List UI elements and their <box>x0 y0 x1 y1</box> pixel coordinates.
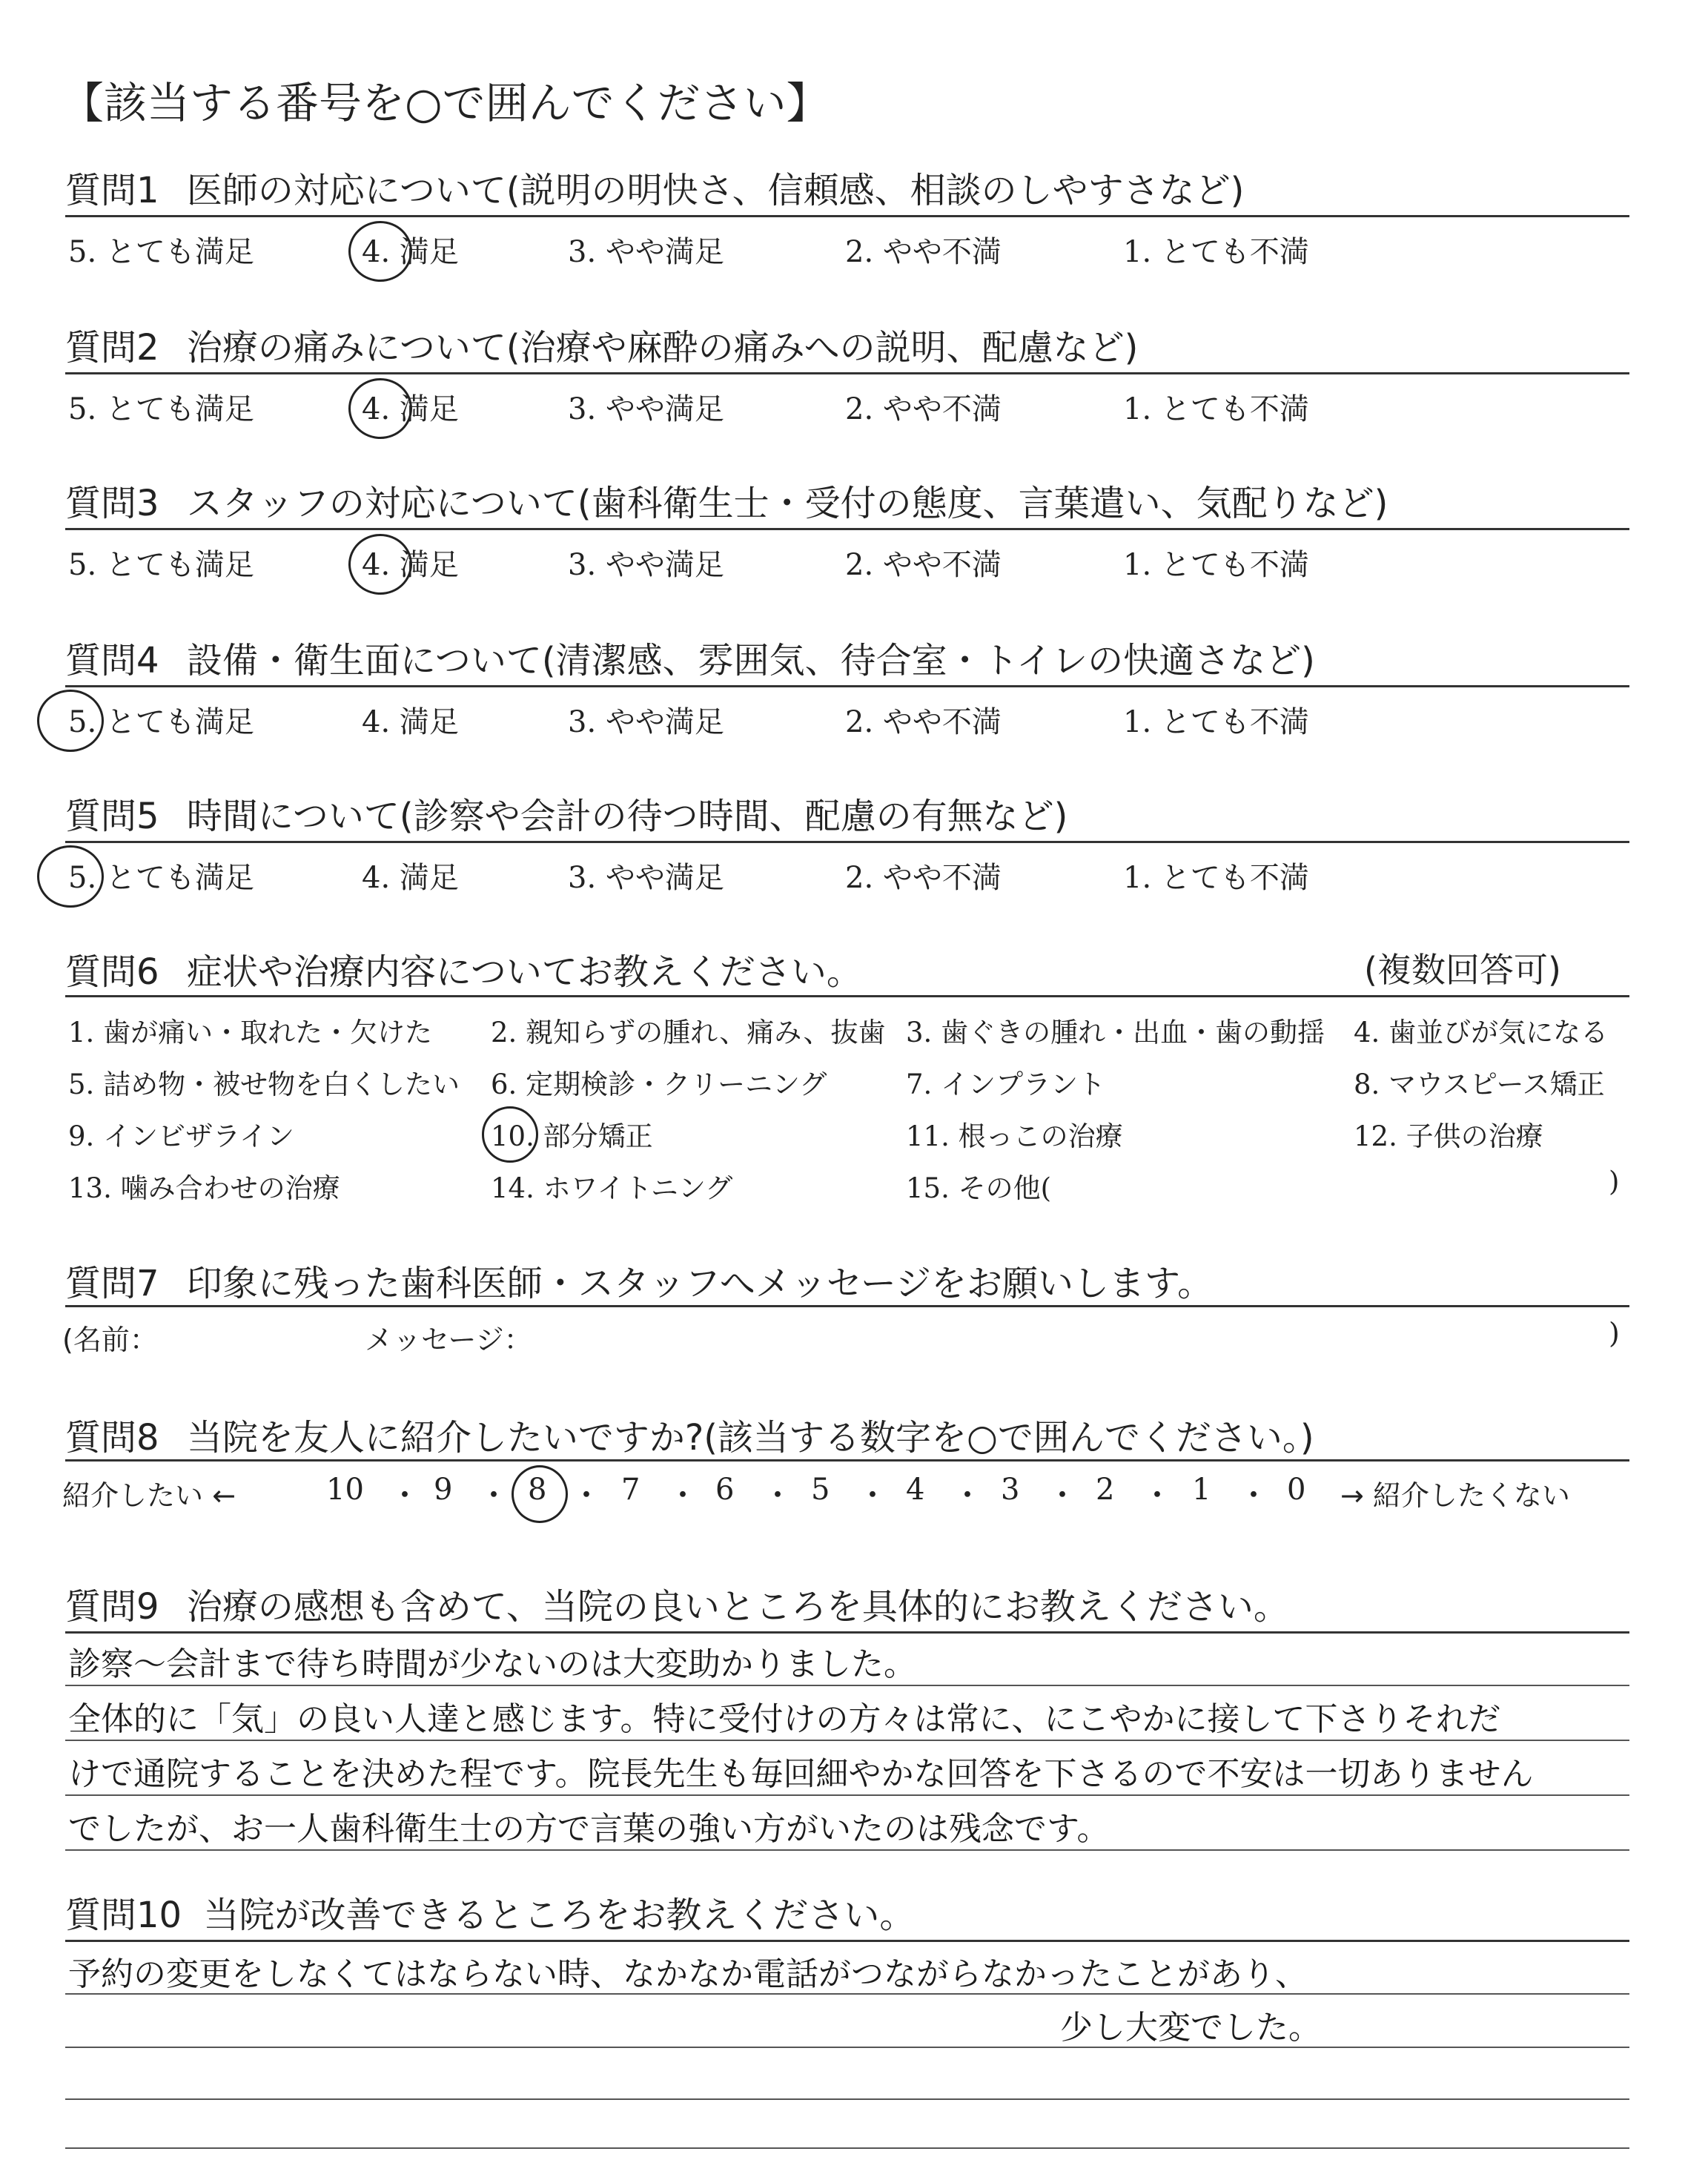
q6-option-12[interactable]: 12. 子供の治療 <box>1354 1120 1543 1152</box>
q3-option-5[interactable]: 5. とても満足 <box>68 548 254 582</box>
q5-selection-circle <box>37 845 104 908</box>
q4-label: 質問4 <box>65 640 159 681</box>
q5-label: 質問5 <box>65 796 159 837</box>
q3-option-4[interactable]: 4. 満足 <box>362 548 459 582</box>
q6-option-14[interactable]: 14. ホワイトニング <box>491 1172 733 1204</box>
q8-dot: ・ <box>667 1477 699 1513</box>
q3-selection-circle <box>348 534 412 595</box>
q8-scale-5[interactable]: 5 <box>811 1473 830 1507</box>
q1-option-2[interactable]: 2. やや不満 <box>845 235 1002 269</box>
q6-note: (複数回答可) <box>1364 950 1561 990</box>
q8-dot: ・ <box>571 1477 603 1513</box>
q9-answer-line-4: でしたが、お一人歯科衛生士の方で言葉の強い方がいたのは残念です。 <box>68 1810 1110 1848</box>
q10-header <box>65 1886 915 1938</box>
q8-dot: ・ <box>952 1477 984 1513</box>
q9-answer-line-3: けで通院することを決めた程です。院長先生も毎回細やかな回答を下さるので不安は一切ありません <box>68 1755 1534 1793</box>
q3-rule <box>65 528 1629 530</box>
q7-header <box>65 1255 1213 1306</box>
q6-option-6[interactable]: 6. 定期検診・クリーニング <box>491 1069 827 1100</box>
q4-option-3[interactable]: 3. やや満足 <box>568 705 724 739</box>
q2-rule <box>65 372 1629 374</box>
q4-header <box>65 632 1315 683</box>
q6-option-3[interactable]: 3. 歯ぐきの腫れ・出血・歯の動揺 <box>906 1017 1325 1048</box>
q9-text: 治療の感想も含めて、当院の良いところを具体的にお教えください。 <box>186 1586 1289 1628</box>
q1-option-3[interactable]: 3. やや満足 <box>568 235 724 269</box>
q10-answer-line <box>65 2047 1629 2048</box>
q8-dot: ・ <box>478 1477 510 1513</box>
q7-text: 印象に残った歯科医師・スタッフへメッセージをお願いします。 <box>186 1263 1214 1304</box>
q4-option-2[interactable]: 2. やや不満 <box>845 705 1002 739</box>
q5-header <box>65 787 1068 839</box>
q2-option-1[interactable]: 1. とても不満 <box>1123 392 1309 426</box>
q7-message-label: メッセージ： <box>365 1324 532 1356</box>
q7-close-paren: ) <box>1609 1317 1620 1350</box>
q2-label: 質問2 <box>65 327 159 369</box>
q9-rule <box>65 1631 1629 1634</box>
q9-answer-line-1: 診察〜会計まで待ち時間が少ないのは大変助かりました。 <box>68 1645 916 1683</box>
q8-dot: ・ <box>1047 1477 1079 1513</box>
q10-answer-line <box>65 2098 1629 2100</box>
q8-scale-10[interactable]: 10 <box>326 1473 364 1507</box>
q6-option-11[interactable]: 11. 根っこの治療 <box>906 1120 1123 1152</box>
q4-selection-circle <box>37 690 104 752</box>
q8-dot: ・ <box>1238 1477 1270 1513</box>
q6-option-2[interactable]: 2. 親知らずの腫れ、痛み、抜歯 <box>491 1017 886 1048</box>
q1-rule <box>65 215 1629 217</box>
q10-answer-line-1: 予約の変更をしなくてはならない時、なかなか電話がつながらなかったことがあり、 <box>68 1955 1308 1993</box>
q1-option-5[interactable]: 5. とても満足 <box>68 235 254 269</box>
q8-scale-2[interactable]: 2 <box>1096 1473 1115 1507</box>
q6-rule <box>65 995 1629 997</box>
q8-scale-3[interactable]: 3 <box>1001 1473 1020 1507</box>
q6-selection-circle <box>482 1106 538 1163</box>
q1-option-4[interactable]: 4. 満足 <box>362 235 459 269</box>
q6-header <box>65 943 862 994</box>
q10-answer-line <box>65 2147 1629 2149</box>
q6-option-4[interactable]: 4. 歯並びが気になる <box>1354 1017 1609 1048</box>
q4-option-5[interactable]: 5. とても満足 <box>68 705 254 739</box>
q10-label: 質問10 <box>65 1895 182 1936</box>
q2-header <box>65 319 1138 370</box>
q3-text: スタッフの対応について(歯科衛生士・受付の態度、言葉遣い、気配りなど) <box>186 483 1388 524</box>
q6-option-8[interactable]: 8. マウスピース矯正 <box>1354 1069 1605 1100</box>
q5-option-4[interactable]: 4. 満足 <box>362 861 459 895</box>
q4-option-4[interactable]: 4. 満足 <box>362 705 459 739</box>
q3-option-3[interactable]: 3. やや満足 <box>568 548 724 582</box>
q8-dot: ・ <box>389 1477 421 1513</box>
q6-text: 症状や治療内容についてお教えください。 <box>186 951 862 993</box>
q9-answer-line <box>65 1740 1629 1741</box>
q2-option-5[interactable]: 5. とても満足 <box>68 392 254 426</box>
q8-dot: ・ <box>857 1477 889 1513</box>
q8-scale-7[interactable]: 7 <box>621 1473 640 1507</box>
q6-option-5[interactable]: 5. 詰め物・被せ物を白くしたい <box>68 1069 460 1100</box>
q9-answer-line <box>65 1794 1629 1796</box>
q6-option-10[interactable]: 10. 部分矯正 <box>491 1120 653 1152</box>
q7-label: 質問7 <box>65 1263 159 1304</box>
q10-rule <box>65 1940 1629 1942</box>
q7-name-label: (名前： <box>62 1324 158 1356</box>
q5-option-5[interactable]: 5. とても満足 <box>68 861 254 895</box>
q1-header <box>65 162 1244 213</box>
q6-label: 質問6 <box>65 951 159 993</box>
q6-option-7[interactable]: 7. インプラント <box>906 1069 1106 1100</box>
q6-option-9[interactable]: 9. インビザライン <box>68 1120 294 1152</box>
q1-selection-circle <box>348 221 412 282</box>
q8-right-label: → 紹介したくない <box>1340 1479 1570 1512</box>
q1-option-1[interactable]: 1. とても不満 <box>1123 235 1309 269</box>
q3-option-2[interactable]: 2. やや不満 <box>845 548 1002 582</box>
q5-text: 時間について(診察や会計の待つ時間、配慮の有無など) <box>186 796 1068 837</box>
q8-header <box>65 1409 1314 1460</box>
q8-selection-circle <box>512 1465 568 1523</box>
q4-text: 設備・衛生面について(清潔感、雰囲気、待合室・トイレの快適さなど) <box>186 640 1315 681</box>
q9-answer-line <box>65 1849 1629 1851</box>
q8-rule <box>65 1459 1629 1462</box>
q9-answer-line <box>65 1685 1629 1686</box>
q8-scale-6[interactable]: 6 <box>715 1473 735 1507</box>
page-title: 【該当する番号を○で囲んでください】 <box>61 78 830 128</box>
q10-text: 当院が改善できるところをお教えください。 <box>203 1895 916 1936</box>
q9-label: 質問9 <box>65 1586 159 1628</box>
q8-scale-0[interactable]: 0 <box>1287 1473 1306 1507</box>
q3-label: 質問3 <box>65 483 159 524</box>
q2-option-3[interactable]: 3. やや満足 <box>568 392 724 426</box>
q5-rule <box>65 841 1629 843</box>
q2-text: 治療の痛みについて(治療や麻酔の痛みへの説明、配慮など) <box>186 327 1139 369</box>
q4-rule <box>65 685 1629 687</box>
q2-option-4[interactable]: 4. 満足 <box>362 392 459 426</box>
q8-text: 当院を友人に紹介したいですか?(該当する数字を○で囲んでください。) <box>186 1417 1314 1459</box>
q8-scale-4[interactable]: 4 <box>906 1473 925 1507</box>
q8-scale-9[interactable]: 9 <box>434 1473 453 1507</box>
q1-label: 質問1 <box>65 170 159 211</box>
q8-scale-8[interactable]: 8 <box>528 1473 547 1507</box>
q6-other-close-paren: ) <box>1609 1166 1620 1198</box>
q2-option-2[interactable]: 2. やや不満 <box>845 392 1002 426</box>
q6-option-13[interactable]: 13. 噛み合わせの治療 <box>68 1172 340 1204</box>
q3-option-1[interactable]: 1. とても不満 <box>1123 548 1309 582</box>
q3-header <box>65 475 1388 526</box>
q5-option-2[interactable]: 2. やや不満 <box>845 861 1002 895</box>
q6-option-1[interactable]: 1. 歯が痛い・取れた・欠けた <box>68 1017 433 1048</box>
q8-label: 質問8 <box>65 1417 159 1459</box>
q7-rule <box>65 1305 1629 1307</box>
q5-option-1[interactable]: 1. とても不満 <box>1123 861 1309 895</box>
q2-selection-circle <box>348 378 412 439</box>
q8-dot: ・ <box>762 1477 794 1513</box>
q9-header <box>65 1578 1289 1629</box>
q5-option-3[interactable]: 3. やや満足 <box>568 861 724 895</box>
q1-text: 医師の対応について(説明の明快さ、信頼感、相談のしやすさなど) <box>186 170 1245 211</box>
q8-left-label: 紹介したい ← <box>62 1479 236 1512</box>
q4-option-1[interactable]: 1. とても不満 <box>1123 705 1309 739</box>
q10-answer-line-2: 少し大変でした。 <box>1060 2009 1321 2047</box>
q6-option-15[interactable]: 15. その他( <box>906 1172 1052 1204</box>
q8-scale-1[interactable]: 1 <box>1192 1473 1211 1507</box>
q8-dot: ・ <box>1142 1477 1174 1513</box>
q9-answer-line-2: 全体的に「気」の良い人達と感じます。特に受付けの方々は常に、にこやかに接して下さりそれだ <box>68 1700 1501 1738</box>
